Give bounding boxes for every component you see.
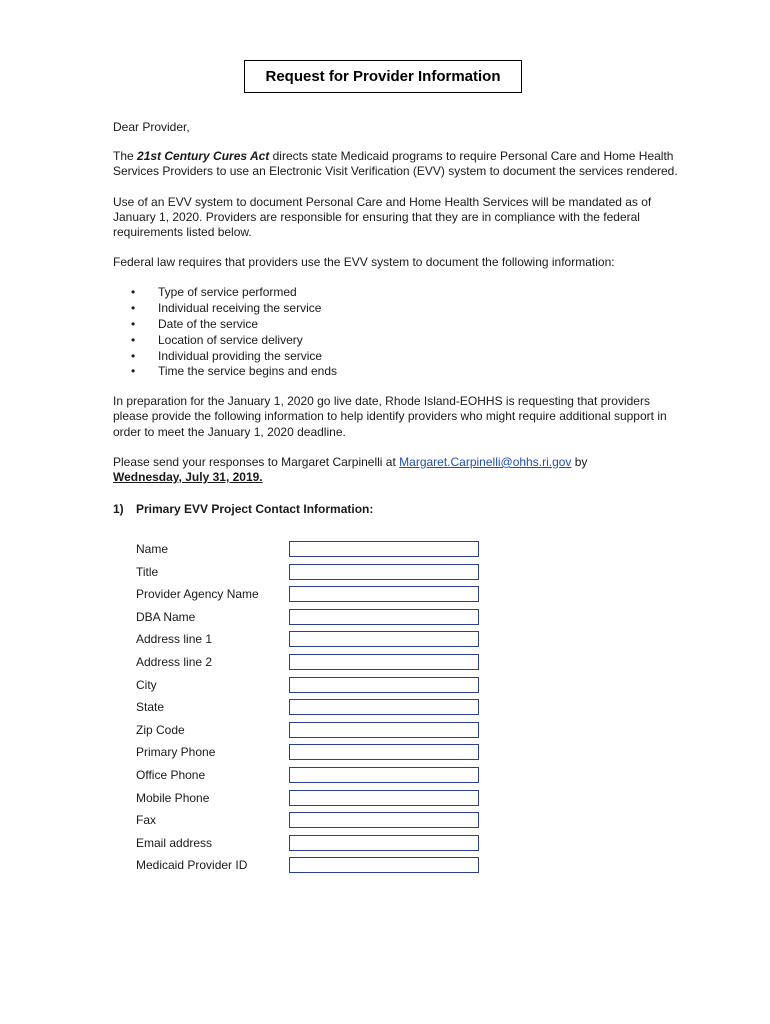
address-line-1-input[interactable] [289, 631, 479, 647]
form-row [136, 722, 486, 745]
field-label: Title [136, 564, 159, 579]
form-row [136, 541, 486, 564]
section-title: Primary EVV Project Contact Information: [136, 502, 374, 517]
bullet-icon: • [131, 364, 136, 379]
bullet-icon: • [131, 332, 136, 347]
list-item [113, 349, 683, 365]
intro-rest: directs state Medicaid programs to require Personal Care and Home Health Services Providers to use an Electronic Visit Verification (EVV) system to document the services rendered. [113, 149, 678, 179]
address-line-2-input[interactable] [289, 654, 479, 670]
responses-paragraph [113, 455, 683, 485]
requirements-list [113, 285, 683, 380]
field-label: Primary Phone [136, 745, 216, 760]
responses-prefix: Please send your responses to Margaret Carpinelli at [113, 454, 400, 469]
list-item-text: Individual receiving the service [158, 301, 322, 316]
email-address-input[interactable] [289, 835, 479, 851]
list-item [113, 285, 683, 301]
intro-paragraph [113, 149, 683, 179]
field-label: Address line 1 [136, 632, 213, 647]
form-row [136, 677, 486, 700]
federal-law-paragraph: Federal law requires that providers use the EVV system to document the following information: [113, 255, 615, 270]
office-phone-input[interactable] [289, 767, 479, 783]
city-input[interactable] [289, 677, 479, 693]
form-row [136, 812, 486, 835]
document-title: Request for Provider Information [244, 60, 522, 93]
section-heading [113, 502, 683, 517]
document-body [113, 120, 683, 530]
list-item [113, 301, 683, 317]
list-item-text: Date of the service [158, 317, 259, 332]
preparation-paragraph: In preparation for the January 1, 2020 go live date, Rhode Island-EOHHS is requesting that providers please provide the following information to help identify providers who might require additional support in order to meet the January 1, 2020 deadline. [113, 394, 667, 439]
form-row [136, 835, 486, 858]
field-label: Office Phone [136, 767, 206, 782]
field-label: Provider Agency Name [136, 587, 259, 602]
primary-phone-input[interactable] [289, 744, 479, 760]
bullet-icon: • [131, 348, 136, 363]
form-row [136, 609, 486, 632]
contact-email-link[interactable]: Margaret.Carpinelli@ohhs.ri.gov [399, 454, 572, 469]
intro-prefix: The [113, 149, 138, 164]
list-item [113, 333, 683, 349]
field-label: DBA Name [136, 609, 196, 624]
medicaid-provider-id-input[interactable] [289, 857, 479, 873]
form-row [136, 790, 486, 813]
bullet-icon: • [131, 317, 136, 332]
title-input[interactable] [289, 564, 479, 580]
form-row [136, 699, 486, 722]
field-label: Email address [136, 835, 213, 850]
form-row [136, 654, 486, 677]
field-label: State [136, 700, 165, 715]
form-row [136, 767, 486, 790]
dba-name-input[interactable] [289, 609, 479, 625]
form-row [136, 586, 486, 609]
field-label: Name [136, 542, 169, 556]
zip-code-input[interactable] [289, 722, 479, 738]
contact-form [136, 541, 486, 880]
mandate-paragraph: Use of an EVV system to document Personal Care and Home Health Services will be mandated as of January 1, 2020. Providers are responsible for ensuring that they are in compliance with the federal requirements listed below. [113, 194, 652, 240]
deadline-date: Wednesday, July 31, 2019. [113, 470, 263, 485]
provider-agency-name-input[interactable] [289, 586, 479, 602]
fax-input[interactable] [289, 812, 479, 828]
form-row [136, 744, 486, 767]
field-label: Zip Code [136, 722, 185, 737]
responses-suffix: by [571, 454, 588, 469]
section-number: 1) [113, 502, 124, 517]
act-name: 21st Century Cures Act [137, 149, 270, 164]
list-item [113, 364, 683, 380]
list-item [113, 317, 683, 333]
list-item-text: Type of service performed [158, 285, 297, 300]
list-item-text: Time the service begins and ends [158, 364, 337, 379]
bullet-icon: • [131, 285, 136, 300]
field-label: Mobile Phone [136, 790, 210, 805]
form-row [136, 857, 486, 880]
list-item-text: Location of service delivery [158, 332, 303, 347]
field-label: Address line 2 [136, 654, 213, 669]
form-row [136, 631, 486, 654]
list-item-text: Individual providing the service [158, 348, 323, 363]
state-input[interactable] [289, 699, 479, 715]
name-input[interactable] [289, 541, 479, 557]
greeting: Dear Provider, [113, 120, 190, 134]
bullet-icon: • [131, 301, 136, 316]
mobile-phone-input[interactable] [289, 790, 479, 806]
field-label: City [136, 677, 157, 692]
field-label: Fax [136, 813, 157, 828]
field-label: Medicaid Provider ID [136, 858, 248, 873]
form-row [136, 564, 486, 587]
